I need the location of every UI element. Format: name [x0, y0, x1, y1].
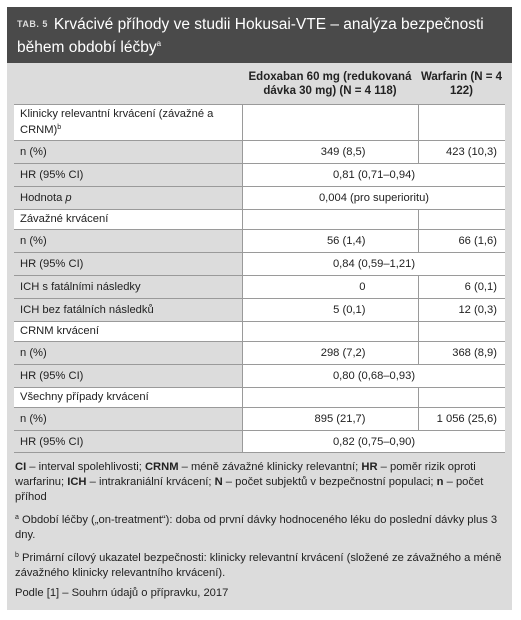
row-label: n (%) — [14, 407, 242, 430]
section-label: Všechny případy krvácení — [14, 387, 242, 407]
table-number: TAB. 5 — [17, 19, 48, 29]
row-label: ICH s fatálními následky — [14, 275, 242, 298]
table-row — [14, 252, 505, 275]
row-label: HR (95% CI) — [14, 430, 242, 453]
footnote-a: $^a$ Období léčby („on-treatment“): doba od první dávky hodnoceného léku do poslední dávky plus 3 dny. — [15, 514, 498, 541]
edoxaban-value: 56 (1,4) — [242, 229, 418, 252]
table-row — [14, 407, 505, 430]
warfarin-value: 368 (8,9) — [418, 341, 505, 364]
warfarin-value: 12 (0,3) — [418, 298, 505, 321]
row-label: HR (95% CI) — [14, 364, 242, 387]
column-header-edoxaban: Edoxaban 60 mg (redukovaná dávka 30 mg) (N = 4 118) — [248, 71, 412, 97]
table-row — [14, 229, 505, 252]
section-label: Závažné krvácení — [14, 209, 242, 229]
hazard-ratio-cell: 0,84 (0,59–1,21) — [242, 252, 505, 275]
table-row — [14, 298, 505, 321]
section-header — [14, 387, 505, 407]
table-title: TAB. 5 Krvácivé příhody ve studii Hokusai-VTE – analýza bezpečnosti během období léčby$^a$ — [17, 16, 484, 57]
table-header — [7, 7, 512, 63]
abbreviations-note: CI – interval spolehlivosti; CRNM – méně závažné klinicky relevantní; HR – poměr rizik oproti warfarinu; ICH – intrakraniální krvácení; N – počet subjektů v bezpečnostní populaci; n – počet příhod — [15, 461, 484, 503]
edoxaban-value: 349 (8,5) — [242, 140, 418, 163]
warfarin-value: 1 056 (25,6) — [418, 407, 505, 430]
table-row — [14, 140, 505, 163]
source-note: Podle [1] – Souhrn údajů o přípravku, 2017 — [15, 587, 229, 599]
table-row — [14, 364, 505, 387]
table-row — [14, 341, 505, 364]
hazard-ratio-cell: 0,80 (0,68–0,93) — [242, 364, 505, 387]
table-row — [14, 186, 505, 209]
hazard-ratio-cell: 0,82 (0,75–0,90) — [242, 430, 505, 453]
footnote-b: $^b$ Primární cílový ukazatel bezpečnosti: klinicky relevantní krvácení (složené ze závažného a méně závažného klinicky relevantního krvácení). — [15, 552, 502, 579]
section-header — [14, 321, 505, 341]
edoxaban-value: 5 (0,1) — [242, 298, 418, 321]
row-label: n (%) — [14, 229, 242, 252]
edoxaban-value: 298 (7,2) — [242, 341, 418, 364]
hazard-ratio-cell: 0,81 (0,71–0,94) — [242, 163, 505, 186]
row-label: ICH bez fatálních následků — [14, 298, 242, 321]
section-header — [14, 209, 505, 229]
edoxaban-value: 895 (21,7) — [242, 407, 418, 430]
warfarin-value: 423 (10,3) — [418, 140, 505, 163]
table-row — [14, 275, 505, 298]
row-label: Hodnota p — [14, 186, 242, 209]
hazard-ratio-cell: 0,004 (pro superioritu) — [242, 186, 505, 209]
warfarin-value: 6 (0,1) — [418, 275, 505, 298]
row-label: HR (95% CI) — [14, 252, 242, 275]
table-row — [14, 163, 505, 186]
row-label: n (%) — [14, 341, 242, 364]
table-panel — [7, 7, 512, 610]
edoxaban-value: 0 — [242, 275, 418, 298]
column-header-warfarin: Warfarin (N = 4 122) — [420, 71, 503, 97]
section-header — [14, 104, 505, 140]
footnotes — [15, 460, 504, 601]
section-label: CRNM krvácení — [14, 321, 242, 341]
warfarin-value: 66 (1,6) — [418, 229, 505, 252]
row-label: HR (95% CI) — [14, 163, 242, 186]
row-label: n (%) — [14, 140, 242, 163]
table-row — [14, 430, 505, 453]
section-label: Klinicky relevantní krvácení (závažné a CRNM)$^b$ — [14, 104, 242, 140]
bleeding-table — [14, 68, 505, 453]
